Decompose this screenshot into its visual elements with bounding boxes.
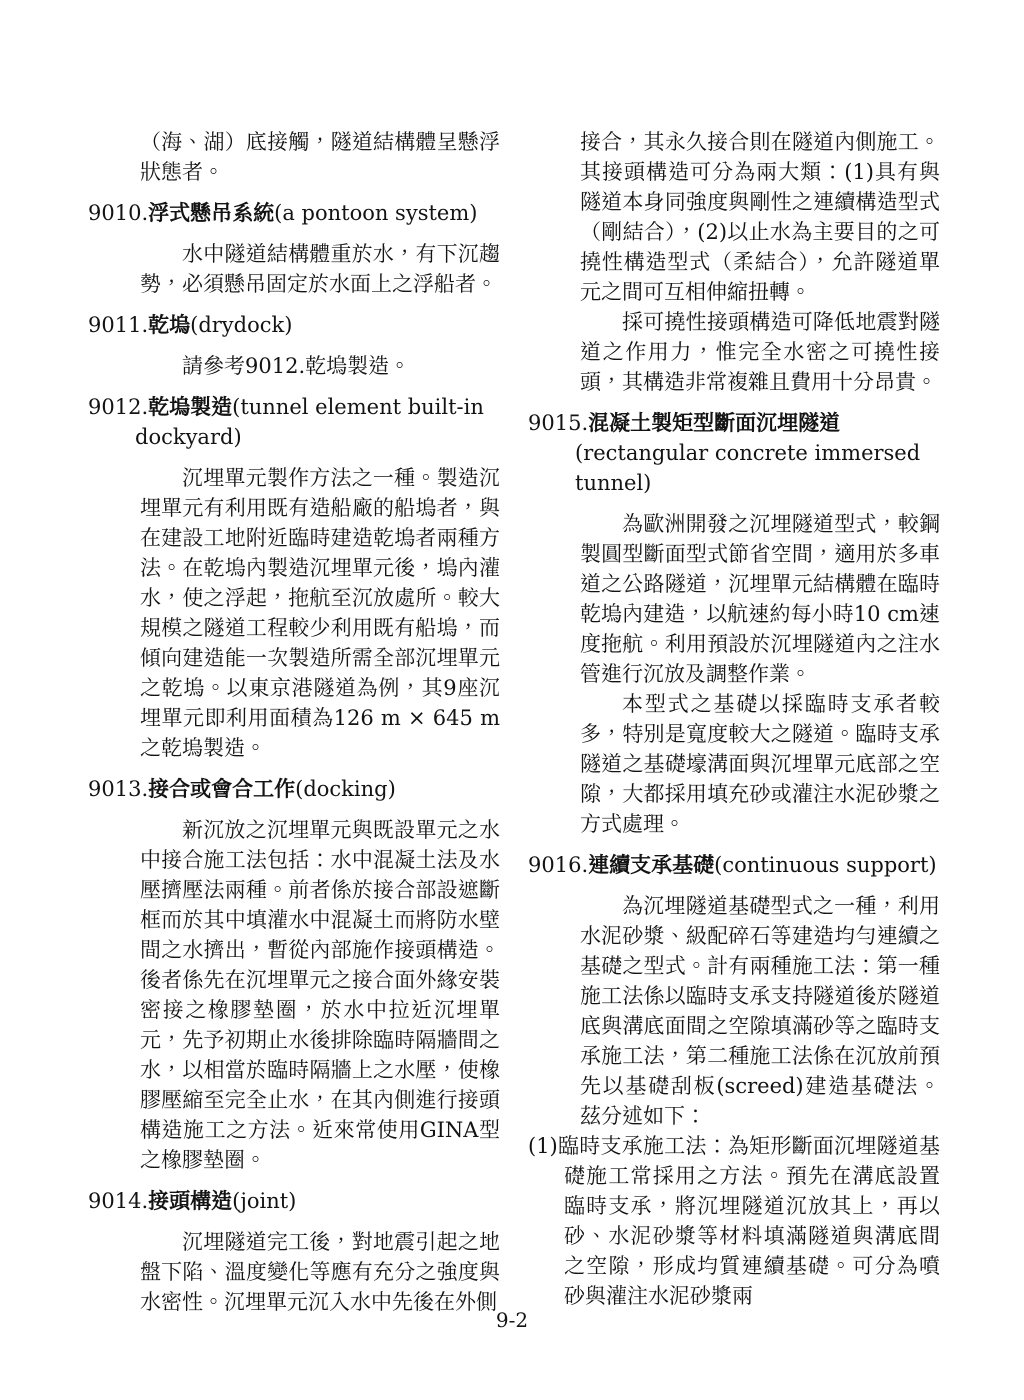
entry-header: [528, 408, 940, 498]
numbered-list-item: [528, 1131, 940, 1311]
entry-header: [88, 392, 500, 452]
entry-term: 接頭構造: [148, 1188, 233, 1213]
entry-paragraph: 沉埋隧道完工後，對地震引起之地盤下陷、溫度變化等應有充分之強度與水密性。沉埋單元沉入水中先後在外側: [140, 1230, 500, 1314]
entry-term: 乾塢: [148, 312, 191, 337]
entry-term-en: (joint): [232, 1189, 297, 1213]
page-number: 9-2: [495, 1308, 529, 1332]
continuation-paragraph: 接合，其永久接合則在隧道內側施工。其接頭構造可分為兩大類：(1)具有與隧道本身同強度與剛性之連續構造型式（剛結合），(2)以止水為主要目的之可撓性構造型式（柔結合），允許隧道單元之間可互相伸縮扭轉。: [580, 130, 940, 304]
continuation-paragraph: 採可撓性接頭構造可降低地震對隧道之作用力，惟完全水密之可撓性接頭，其構造非常複雜且費用十分昂貴。: [580, 310, 940, 394]
entry-term: 接合或會合工作: [148, 776, 296, 801]
entry-paragraph: 本型式之基礎以採臨時支承者較多，特別是寬度較大之隧道。臨時支承隧道之基礎壕溝面與沉埋單元底部之空隙，大都採用填充砂或灌注水泥砂漿之方式處理。: [580, 692, 940, 836]
entry-number: 9015.: [528, 411, 589, 435]
list-item-text: 臨時支承施工法：為矩形斷面沉埋隧道基礎施工常採用之方法。預先在溝底設置臨時支承，將沉埋隧道沉放其上，再以砂、水泥砂漿等材料填滿隧道與溝底間之空隙，形成均質連續基礎。可分為噴砂與灌注水泥砂漿兩: [557, 1134, 940, 1308]
entry-paragraph: 沉埋單元製作方法之一種。製造沉埋單元有利用既有造船廠的船塢者，與在建設工地附近臨時建造乾塢者兩種方法。在乾塢內製造沉埋單元後，塢內灌水，使之浮起，拖航至沉放處所。較大規模之隧道工程較少利用既有船塢，而傾向建造能一次製造所需全部沉埋單元之乾塢。以東京港隧道為例，其9座沉埋單元即利用面積為126 m × 645 m之乾塢製造。: [140, 466, 500, 760]
entry-term-en: (rectangular concrete immersed tunnel): [575, 441, 921, 495]
entry-paragraph: 新沉放之沉埋單元與既設單元之水中接合施工法包括：水中混凝土法及水壓擠壓法兩種。前者係於接合部設遮斷框而於其中填灌水中混凝土而將防水壁間之水擠出，暫從內部施作接頭構造。後者係先在沉埋單元之接合面外緣安裝密接之橡膠墊圈，於水中拉近沉埋單元，先予初期止水後排除臨時隔牆間之水，以相當於臨時隔牆上之水壓，使橡膠壓縮至完全止水，在其內側進行接頭構造施工之方法。近來常使用GINA型之橡膠墊圈。: [140, 818, 500, 1172]
entry-9014: [88, 1186, 500, 1317]
entry-paragraph: 為歐洲開發之沉埋隧道型式，較鋼製圓型斷面型式節省空間，適用於多車道之公路隧道，沉埋單元結構體在臨時乾塢內建造，以航速約每小時10 cm速度拖航。利用預設於沉埋隧道內之注水管進行沉放及調整作業。: [580, 512, 940, 686]
entry-term-en: (a pontoon system): [274, 201, 478, 225]
entry-term-en: (drydock): [190, 313, 293, 337]
entry-9011: [88, 310, 500, 381]
entry-paragraph: 水中隧道結構體重於水，有下沉趨勢，必須懸吊固定於水面上之浮船者。: [140, 242, 500, 296]
entry-paragraph: 為沉埋隧道基礎型式之一種，利用水泥砂漿、級配碎石等建造均勻連續之基礎之型式。計有兩種施工法：第一種施工法係以臨時支承支持隧道後於隧道底與溝底面間之空隙填滿砂等之臨時支承施工法，第二種施工法係在沉放前預先以基礎刮板(screed)建造基礎法。茲分述如下：: [580, 894, 940, 1128]
entry-header: [88, 774, 500, 804]
entry-number: 9012.: [88, 395, 149, 419]
entry-9016: [528, 850, 940, 1311]
entry-header: [88, 310, 500, 340]
entry-9015: [528, 408, 940, 839]
entry-header: [528, 850, 940, 880]
continuation-paragraph: （海、湖）底接觸，隧道結構體呈懸浮狀態者。: [140, 130, 500, 184]
entry-term-en: (continuous support): [714, 853, 937, 877]
list-item-marker: (1): [528, 1134, 558, 1158]
entry-term: 連續支承基礎: [588, 852, 715, 877]
entry-header: [88, 1186, 500, 1216]
entry-number: 9013.: [88, 777, 149, 801]
entry-term: 浮式懸吊系統: [148, 200, 275, 225]
left-column: [88, 127, 500, 1317]
entry-header: [88, 198, 500, 228]
entry-term-en: (docking): [295, 777, 396, 801]
entry-term-en: (tunnel element built-in dockyard): [135, 395, 484, 449]
right-column: [528, 127, 940, 1317]
entry-9010: [88, 198, 500, 299]
entry-number: 9016.: [528, 853, 589, 877]
entry-9013: [88, 774, 500, 1175]
entry-number: 9011.: [88, 313, 149, 337]
entry-number: 9010.: [88, 201, 149, 225]
entry-9012: [88, 392, 500, 763]
entry-term: 乾塢製造: [148, 394, 233, 419]
entry-paragraph: 請參考9012.乾塢製造。: [182, 354, 411, 378]
entry-number: 9014.: [88, 1189, 149, 1213]
entry-term: 混凝土製矩型斷面沉埋隧道: [588, 410, 841, 435]
